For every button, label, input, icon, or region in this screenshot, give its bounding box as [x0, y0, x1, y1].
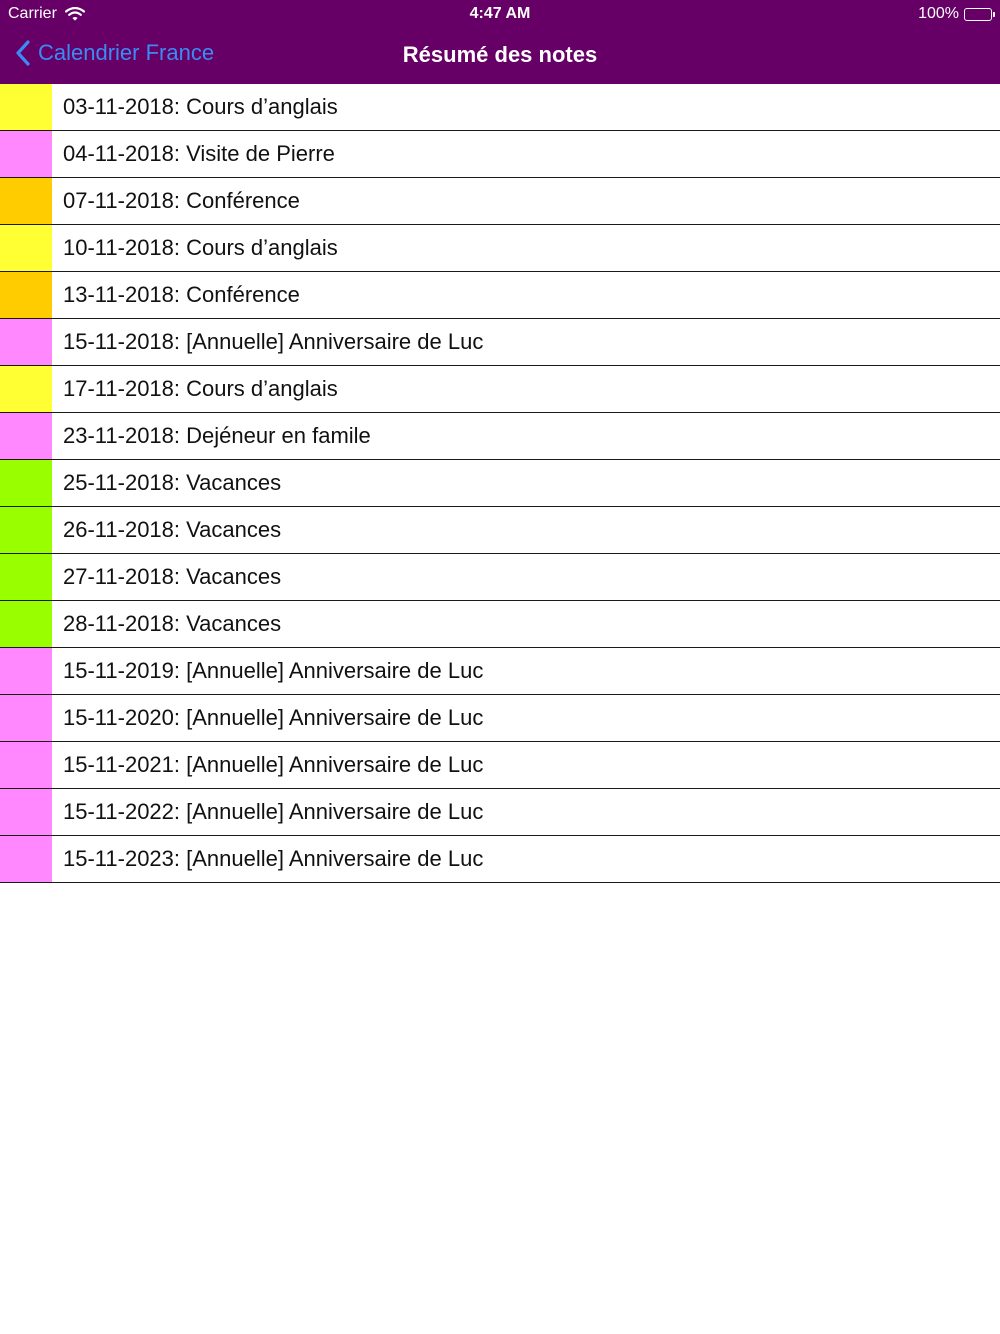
battery-icon [964, 8, 992, 21]
note-color-swatch [0, 178, 52, 224]
note-color-swatch [0, 648, 52, 694]
page-title: Résumé des notes [402, 42, 598, 67]
note-color-swatch [0, 131, 52, 177]
note-row[interactable] [0, 695, 1000, 742]
note-text: 27-11-2018: Vacances [63, 564, 282, 589]
note-row[interactable] [0, 507, 1000, 554]
note-text: 04-11-2018: Visite de Pierre [63, 141, 335, 166]
note-color-swatch [0, 836, 52, 882]
note-text: 10-11-2018: Cours d’anglais [63, 235, 338, 260]
note-color-swatch [0, 319, 52, 365]
chevron-left-icon [14, 40, 32, 66]
note-text: 26-11-2018: Vacances [63, 517, 282, 542]
note-row[interactable] [0, 178, 1000, 225]
note-color-swatch [0, 601, 52, 647]
notes-list [0, 84, 1000, 883]
note-color-swatch [0, 366, 52, 412]
note-color-swatch [0, 413, 52, 459]
note-color-swatch [0, 272, 52, 318]
note-row[interactable] [0, 554, 1000, 601]
note-color-swatch [0, 742, 52, 788]
note-text: 15-11-2021: [Annuelle] Anniversaire de Luc [63, 752, 484, 777]
battery-percentage: 100% [918, 5, 959, 22]
status-bar [0, 0, 1000, 28]
note-color-swatch [0, 789, 52, 835]
note-text: 23-11-2018: Dejéneur en famile [63, 423, 371, 448]
note-row[interactable] [0, 84, 1000, 131]
battery-tip [993, 12, 995, 17]
note-color-swatch [0, 460, 52, 506]
note-color-swatch [0, 507, 52, 553]
note-text: 15-11-2018: [Annuelle] Anniversaire de Luc [63, 329, 484, 354]
note-row[interactable] [0, 366, 1000, 413]
note-text: 13-11-2018: Conférence [63, 282, 300, 307]
note-text: 15-11-2020: [Annuelle] Anniversaire de Luc [63, 705, 484, 730]
note-row[interactable] [0, 413, 1000, 460]
note-color-swatch [0, 225, 52, 271]
note-text: 15-11-2022: [Annuelle] Anniversaire de Luc [63, 799, 484, 824]
note-row[interactable] [0, 225, 1000, 272]
note-row[interactable] [0, 460, 1000, 507]
note-row[interactable] [0, 272, 1000, 319]
back-button-label: Calendrier France [38, 40, 215, 65]
note-row[interactable] [0, 742, 1000, 789]
note-row[interactable] [0, 789, 1000, 836]
note-row[interactable] [0, 601, 1000, 648]
note-color-swatch [0, 695, 52, 741]
note-text: 28-11-2018: Vacances [63, 611, 282, 636]
note-text: 15-11-2023: [Annuelle] Anniversaire de Luc [63, 846, 484, 871]
navigation-bar [0, 28, 1000, 84]
header [0, 0, 1000, 84]
status-time: 4:47 AM [469, 5, 531, 22]
note-row[interactable] [0, 131, 1000, 178]
note-text: 03-11-2018: Cours d’anglais [63, 94, 338, 119]
note-row[interactable] [0, 836, 1000, 883]
note-text: 15-11-2019: [Annuelle] Anniversaire de Luc [63, 658, 484, 683]
note-row[interactable] [0, 319, 1000, 366]
note-text: 17-11-2018: Cours d’anglais [63, 376, 338, 401]
note-text: 25-11-2018: Vacances [63, 470, 282, 495]
note-color-swatch [0, 554, 52, 600]
note-row[interactable] [0, 648, 1000, 695]
carrier-label: Carrier [8, 5, 57, 22]
note-text: 07-11-2018: Conférence [63, 188, 300, 213]
back-button[interactable] [14, 40, 214, 66]
status-right [918, 5, 992, 23]
note-color-swatch [0, 84, 52, 130]
